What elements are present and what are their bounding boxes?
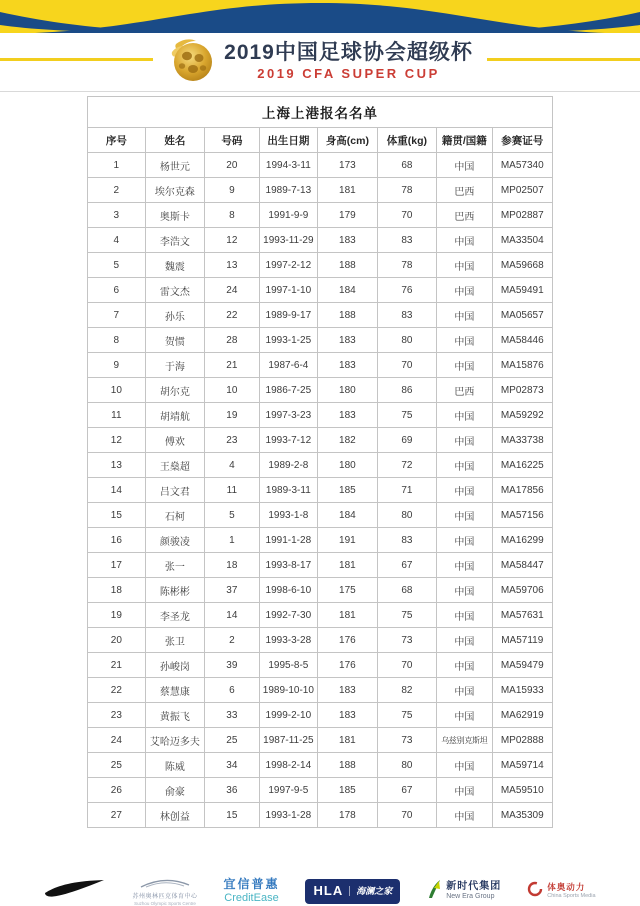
table-cell: 181 — [318, 728, 378, 753]
table-cell: 75 — [377, 403, 437, 428]
red-ring-icon — [527, 881, 543, 902]
table-row — [88, 403, 553, 428]
table-cell: 191 — [318, 528, 378, 553]
table-cell: 182 — [318, 428, 378, 453]
table-cell: 杨世元 — [145, 153, 205, 178]
hla-label-cn: 海澜之家 — [349, 886, 392, 896]
table-cell: 22 — [205, 303, 259, 328]
table-cell: 13 — [88, 453, 146, 478]
table-cell: 孙峻岗 — [145, 653, 205, 678]
table-cell: 巴西 — [437, 378, 492, 403]
table-cell: 80 — [377, 753, 437, 778]
table-cell: 中国 — [437, 528, 492, 553]
table-cell: 70 — [377, 803, 437, 828]
table-cell: MA59292 — [492, 403, 553, 428]
table-row — [88, 228, 553, 253]
table-cell: 173 — [318, 153, 378, 178]
new-era-leaf-icon — [426, 879, 442, 904]
table-cell: 18 — [205, 553, 259, 578]
table-cell: 4 — [88, 228, 146, 253]
table-cell: 1 — [205, 528, 259, 553]
table-row — [88, 478, 553, 503]
table-cell: 张卫 — [145, 628, 205, 653]
event-title-chinese: 2019中国足球协会超级杯 — [224, 41, 473, 65]
table-row — [88, 428, 553, 453]
table-cell: 胡尔克 — [145, 378, 205, 403]
table-row — [88, 153, 553, 178]
banner-wave-graphic — [0, 0, 640, 33]
table-cell: 中国 — [437, 253, 492, 278]
table-cell: 181 — [318, 603, 378, 628]
table-cell: 13 — [205, 253, 259, 278]
table-cell: 1994-3-11 — [259, 153, 318, 178]
table-cell: 70 — [377, 653, 437, 678]
table-cell: 21 — [88, 653, 146, 678]
table-row — [88, 553, 553, 578]
table-cell: 1987-11-25 — [259, 728, 318, 753]
table-cell: MA57631 — [492, 603, 553, 628]
table-cell: 张一 — [145, 553, 205, 578]
table-cell: 17 — [88, 553, 146, 578]
table-cell: 178 — [318, 803, 378, 828]
table-cell: 1991-9-9 — [259, 203, 318, 228]
table-row — [88, 703, 553, 728]
table-cell: MP02507 — [492, 178, 553, 203]
table-cell: 185 — [318, 778, 378, 803]
table-cell: 67 — [377, 553, 437, 578]
table-cell: 胡靖航 — [145, 403, 205, 428]
column-header: 姓名 — [145, 128, 205, 153]
table-cell: MA33738 — [492, 428, 553, 453]
table-row — [88, 378, 553, 403]
sponsor-credit-ease — [223, 878, 279, 904]
table-cell: 24 — [88, 728, 146, 753]
table-cell: 14 — [88, 478, 146, 503]
table-row — [88, 528, 553, 553]
table-cell: 李圣龙 — [145, 603, 205, 628]
table-cell: 魏震 — [145, 253, 205, 278]
table-cell: MP02888 — [492, 728, 553, 753]
table-cell: 1993-7-12 — [259, 428, 318, 453]
table-cell: 25 — [88, 753, 146, 778]
table-cell: MA59510 — [492, 778, 553, 803]
table-cell: 1999-2-10 — [259, 703, 318, 728]
table-cell: 23 — [88, 703, 146, 728]
cfa-super-cup-gold-ball-icon — [167, 35, 215, 88]
table-cell: 86 — [377, 378, 437, 403]
table-cell: 67 — [377, 778, 437, 803]
table-row — [88, 778, 553, 803]
table-cell: MA15933 — [492, 678, 553, 703]
table-cell: 中国 — [437, 503, 492, 528]
table-cell: 1989-7-13 — [259, 178, 318, 203]
table-row — [88, 753, 553, 778]
table-cell: 22 — [88, 678, 146, 703]
table-cell: 75 — [377, 703, 437, 728]
table-cell: 15 — [88, 503, 146, 528]
table-cell: 中国 — [437, 553, 492, 578]
table-cell: 72 — [377, 453, 437, 478]
sponsor-new-era-label-en: New Era Group — [446, 892, 495, 900]
table-cell: 11 — [205, 478, 259, 503]
column-header: 体重(kg) — [377, 128, 437, 153]
table-cell: 1991-1-28 — [259, 528, 318, 553]
table-cell: 中国 — [437, 303, 492, 328]
table-cell: 1986-7-25 — [259, 378, 318, 403]
table-cell: 23 — [205, 428, 259, 453]
table-cell: MA59668 — [492, 253, 553, 278]
table-row — [88, 728, 553, 753]
top-banner — [0, 0, 640, 33]
table-cell: MA16299 — [492, 528, 553, 553]
table-cell: 中国 — [437, 278, 492, 303]
table-cell: 8 — [205, 203, 259, 228]
table-cell: 陈彬彬 — [145, 578, 205, 603]
column-header: 号码 — [205, 128, 259, 153]
table-cell: 39 — [205, 653, 259, 678]
sponsor-china-sports-media — [527, 881, 595, 902]
column-header: 参赛证号 — [492, 128, 553, 153]
table-cell: 82 — [377, 678, 437, 703]
table-title: 上海上港报名名单 — [88, 97, 553, 128]
table-cell: 2 — [205, 628, 259, 653]
table-cell: 中国 — [437, 628, 492, 653]
table-cell: 孙乐 — [145, 303, 205, 328]
table-cell: 中国 — [437, 703, 492, 728]
table-cell: 中国 — [437, 353, 492, 378]
column-header: 身高(cm) — [318, 128, 378, 153]
table-cell: 70 — [377, 353, 437, 378]
table-cell: 1989-10-10 — [259, 678, 318, 703]
roster-body — [88, 153, 553, 828]
table-cell: 20 — [205, 153, 259, 178]
table-cell: MA35309 — [492, 803, 553, 828]
table-cell: 1998-2-14 — [259, 753, 318, 778]
table-cell: 188 — [318, 253, 378, 278]
table-row — [88, 628, 553, 653]
table-cell: 25 — [205, 728, 259, 753]
table-cell: MA62919 — [492, 703, 553, 728]
table-cell: 中国 — [437, 678, 492, 703]
table-cell: 68 — [377, 578, 437, 603]
table-cell: 1987-6-4 — [259, 353, 318, 378]
sponsor-hla — [305, 879, 400, 904]
table-row — [88, 578, 553, 603]
sponsor-suzhou-olympic-sports-center — [132, 876, 197, 906]
table-cell: 19 — [88, 603, 146, 628]
sponsor-new-era-label-cn: 新时代集团 — [446, 881, 502, 893]
table-row — [88, 353, 553, 378]
table-cell: 71 — [377, 478, 437, 503]
table-cell: 183 — [318, 678, 378, 703]
table-cell: 1989-3-11 — [259, 478, 318, 503]
table-cell: 1998-6-10 — [259, 578, 318, 603]
table-cell: 6 — [205, 678, 259, 703]
table-cell: 37 — [205, 578, 259, 603]
table-cell: 181 — [318, 178, 378, 203]
table-cell: 184 — [318, 503, 378, 528]
table-cell: 中国 — [437, 778, 492, 803]
event-brand — [153, 35, 487, 88]
table-cell: 184 — [318, 278, 378, 303]
table-cell: 12 — [88, 428, 146, 453]
table-row — [88, 453, 553, 478]
table-cell: 28 — [205, 328, 259, 353]
table-cell: 69 — [377, 428, 437, 453]
event-titles — [224, 41, 473, 80]
table-cell: 石柯 — [145, 503, 205, 528]
hla-logo-box — [305, 879, 400, 904]
table-cell: 10 — [205, 378, 259, 403]
table-cell: MA57156 — [492, 503, 553, 528]
table-row — [88, 678, 553, 703]
table-title-row — [88, 97, 553, 128]
table-header-row — [88, 128, 553, 153]
table-cell: 176 — [318, 628, 378, 653]
table-cell: 中国 — [437, 328, 492, 353]
table-cell: 埃尔克森 — [145, 178, 205, 203]
table-cell: 21 — [205, 353, 259, 378]
table-cell: 1997-2-12 — [259, 253, 318, 278]
table-cell: 中国 — [437, 578, 492, 603]
table-cell: 1989-9-17 — [259, 303, 318, 328]
table-cell: 1995-8-5 — [259, 653, 318, 678]
table-cell: 78 — [377, 178, 437, 203]
table-cell: 80 — [377, 503, 437, 528]
table-cell: MA57340 — [492, 153, 553, 178]
sponsor-footer — [0, 876, 640, 906]
table-cell: 180 — [318, 453, 378, 478]
table-cell: 70 — [377, 203, 437, 228]
table-cell: 34 — [205, 753, 259, 778]
table-cell: 18 — [88, 578, 146, 603]
table-cell: 李浩文 — [145, 228, 205, 253]
table-cell: 3 — [88, 203, 146, 228]
table-cell: 中国 — [437, 803, 492, 828]
sponsor-csm-label-en: China Sports Media — [547, 892, 596, 899]
table-cell: 6 — [88, 278, 146, 303]
table-cell: MA15876 — [492, 353, 553, 378]
table-cell: 11 — [88, 403, 146, 428]
stadium-roof-icon — [137, 876, 193, 894]
table-cell: 1997-9-5 — [259, 778, 318, 803]
table-cell: 24 — [205, 278, 259, 303]
table-cell: 王燊超 — [145, 453, 205, 478]
table-cell: MP02873 — [492, 378, 553, 403]
sponsor-new-era-group — [426, 879, 501, 904]
table-cell: 188 — [318, 753, 378, 778]
table-cell: 83 — [377, 228, 437, 253]
table-cell: 1993-1-28 — [259, 803, 318, 828]
table-cell: 1997-3-23 — [259, 403, 318, 428]
table-cell: 185 — [318, 478, 378, 503]
table-cell: 乌兹别克斯坦 — [437, 728, 492, 753]
table-cell: MP02887 — [492, 203, 553, 228]
table-cell: 183 — [318, 353, 378, 378]
table-cell: MA59714 — [492, 753, 553, 778]
table-cell: 80 — [377, 328, 437, 353]
table-cell: 奥斯卡 — [145, 203, 205, 228]
table-cell: 36 — [205, 778, 259, 803]
column-header: 出生日期 — [259, 128, 318, 153]
table-cell: 68 — [377, 153, 437, 178]
table-cell: MA57119 — [492, 628, 553, 653]
table-cell: 颜骏凌 — [145, 528, 205, 553]
table-cell: 9 — [88, 353, 146, 378]
table-cell: 15 — [205, 803, 259, 828]
table-row — [88, 178, 553, 203]
table-row — [88, 278, 553, 303]
sponsor-credit-ease-label-cn: 宜信普惠 — [223, 877, 280, 891]
table-cell: 16 — [88, 528, 146, 553]
table-cell: MA58446 — [492, 328, 553, 353]
table-cell: 76 — [377, 278, 437, 303]
table-cell: 75 — [377, 603, 437, 628]
table-cell: 175 — [318, 578, 378, 603]
sponsor-suzhou-label-cn: 苏州奥林匹克体育中心 — [132, 894, 198, 901]
table-cell: 20 — [88, 628, 146, 653]
table-cell: 73 — [377, 628, 437, 653]
table-cell: MA59479 — [492, 653, 553, 678]
table-cell: 蔡慧康 — [145, 678, 205, 703]
table-cell: 1993-3-28 — [259, 628, 318, 653]
table-cell: 183 — [318, 703, 378, 728]
hla-abbr-label: HLA — [313, 882, 344, 898]
table-cell: 183 — [318, 228, 378, 253]
table-cell: 1992-7-30 — [259, 603, 318, 628]
table-cell: 俞豪 — [145, 778, 205, 803]
table-row — [88, 328, 553, 353]
table-cell: 1993-1-25 — [259, 328, 318, 353]
table-cell: 10 — [88, 378, 146, 403]
table-cell: MA58447 — [492, 553, 553, 578]
roster-table — [87, 96, 553, 828]
table-cell: 5 — [88, 253, 146, 278]
table-cell: 176 — [318, 653, 378, 678]
table-cell: 73 — [377, 728, 437, 753]
table-cell: 83 — [377, 303, 437, 328]
table-cell: MA59706 — [492, 578, 553, 603]
table-cell: 4 — [205, 453, 259, 478]
table-cell: 中国 — [437, 453, 492, 478]
table-cell: 1993-11-29 — [259, 228, 318, 253]
table-cell: 183 — [318, 403, 378, 428]
sponsor-suzhou-label-en: Suzhou Olympic Sports Centre — [134, 901, 196, 906]
table-cell: 183 — [318, 328, 378, 353]
column-header: 籍贯/国籍 — [437, 128, 492, 153]
table-cell: 中国 — [437, 153, 492, 178]
table-cell: 33 — [205, 703, 259, 728]
table-row — [88, 603, 553, 628]
table-cell: 中国 — [437, 428, 492, 453]
table-cell: 雷文杰 — [145, 278, 205, 303]
table-cell: 1993-1-8 — [259, 503, 318, 528]
table-cell: MA59491 — [492, 278, 553, 303]
table-cell: 1997-1-10 — [259, 278, 318, 303]
sponsor-csm-label-cn: 体奥动力 — [547, 882, 586, 893]
left-accent-dash — [0, 58, 158, 61]
table-cell: 9 — [205, 178, 259, 203]
table-cell: 181 — [318, 553, 378, 578]
sponsor-nike — [44, 879, 106, 904]
table-cell: 14 — [205, 603, 259, 628]
table-cell: 中国 — [437, 603, 492, 628]
table-cell: 12 — [205, 228, 259, 253]
table-cell: MA17856 — [492, 478, 553, 503]
table-row — [88, 803, 553, 828]
table-cell: MA16225 — [492, 453, 553, 478]
table-cell: 中国 — [437, 478, 492, 503]
table-cell: 5 — [205, 503, 259, 528]
table-cell: 19 — [205, 403, 259, 428]
table-cell: 中国 — [437, 403, 492, 428]
table-cell: 1 — [88, 153, 146, 178]
table-cell: 7 — [88, 303, 146, 328]
table-cell: 傅欢 — [145, 428, 205, 453]
nike-swoosh-icon — [44, 879, 106, 904]
table-cell: 1989-2-8 — [259, 453, 318, 478]
table-cell: 78 — [377, 253, 437, 278]
table-cell: 179 — [318, 203, 378, 228]
table-row — [88, 253, 553, 278]
table-row — [88, 303, 553, 328]
table-cell: 陈威 — [145, 753, 205, 778]
table-row — [88, 653, 553, 678]
table-cell: 27 — [88, 803, 146, 828]
column-header: 序号 — [88, 128, 146, 153]
table-cell: 188 — [318, 303, 378, 328]
table-cell: 于海 — [145, 353, 205, 378]
event-title-english: 2019 CFA SUPER CUP — [257, 65, 440, 81]
table-cell: 艾哈迈多夫 — [145, 728, 205, 753]
table-cell: 巴西 — [437, 203, 492, 228]
table-cell: 1993-8-17 — [259, 553, 318, 578]
table-cell: 巴西 — [437, 178, 492, 203]
table-row — [88, 203, 553, 228]
table-cell: MA33504 — [492, 228, 553, 253]
table-cell: 中国 — [437, 228, 492, 253]
table-cell: 180 — [318, 378, 378, 403]
table-cell: 中国 — [437, 753, 492, 778]
table-cell: 2 — [88, 178, 146, 203]
table-cell: 26 — [88, 778, 146, 803]
sponsor-credit-ease-label-en: CreditEase — [224, 891, 279, 904]
table-cell: 贺惯 — [145, 328, 205, 353]
table-cell: 83 — [377, 528, 437, 553]
table-cell: MA05657 — [492, 303, 553, 328]
table-cell: 8 — [88, 328, 146, 353]
table-cell: 吕文君 — [145, 478, 205, 503]
table-cell: 黄振飞 — [145, 703, 205, 728]
table-cell: 林创益 — [145, 803, 205, 828]
right-accent-dash — [482, 58, 640, 61]
table-row — [88, 503, 553, 528]
event-header — [0, 33, 640, 89]
table-cell: 中国 — [437, 653, 492, 678]
section-divider — [0, 91, 640, 92]
